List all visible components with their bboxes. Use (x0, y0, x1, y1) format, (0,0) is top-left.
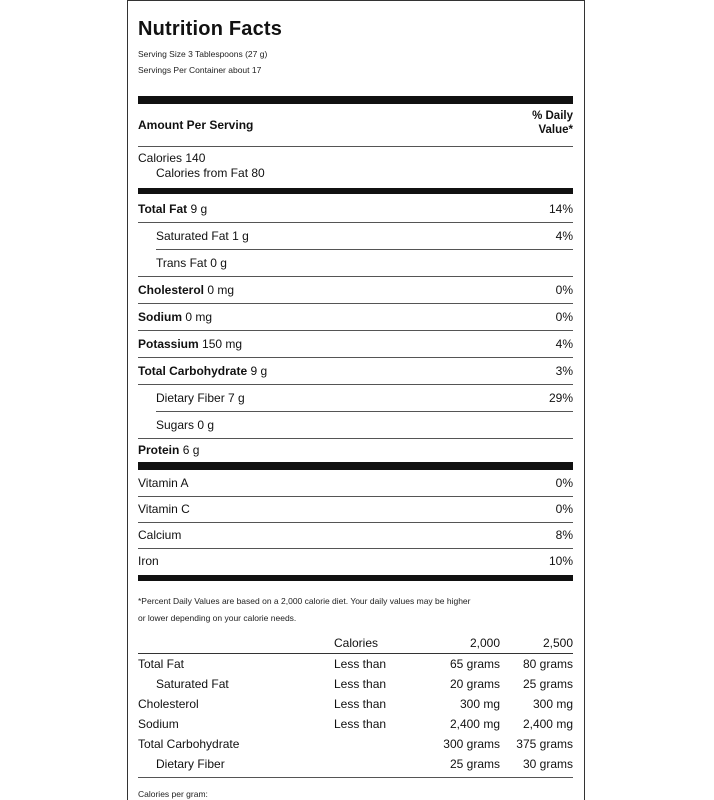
nutrient-dv: 3% (555, 364, 573, 378)
divider (138, 777, 573, 778)
nutrient-name: Potassium (138, 337, 199, 351)
table-cell: Sodium (138, 717, 179, 731)
calories-from-fat: Calories from Fat 80 (156, 166, 265, 180)
table-cell: Total Carbohydrate (138, 737, 240, 751)
calories-per-gram: Calories per gram: (138, 789, 208, 799)
vitamin-name: Vitamin A (138, 476, 189, 490)
nutrient-amount: 150 mg (202, 337, 243, 351)
table-header-cell: Calories (334, 633, 420, 654)
table-row (138, 654, 573, 675)
nutrient-name: Sugars (156, 418, 195, 432)
daily-value-header-line2: Value* (538, 124, 573, 136)
divider (138, 548, 573, 549)
nutrient-name: Total Carbohydrate (138, 364, 248, 378)
vitamin-name: Vitamin C (138, 502, 190, 516)
vitamin-dv: 0% (555, 476, 573, 490)
table-cell (334, 754, 420, 774)
nutrition-facts-label (127, 0, 585, 800)
nutrient-row-saturated-fat (138, 225, 573, 249)
table-row (138, 674, 573, 694)
label-title: Nutrition Facts (138, 18, 283, 40)
table-cell: 300 mg (459, 697, 500, 711)
divider (138, 384, 573, 385)
nutrient-row-cholesterol (138, 279, 573, 303)
table-cell: 2,400 mg (522, 717, 573, 731)
daily-values-table (138, 633, 573, 774)
daily-value-header (532, 109, 573, 137)
nutrient-row-potassium (138, 333, 573, 357)
nutrient-name: Sodium (138, 310, 182, 324)
nutrient-dv: 4% (555, 337, 573, 351)
table-row (138, 734, 573, 754)
label-inner (138, 1, 573, 800)
medium-divider (138, 188, 573, 194)
divider (138, 146, 573, 147)
vitamin-row-c (138, 498, 573, 522)
table-cell: Cholesterol (138, 697, 199, 711)
medium-divider (138, 575, 573, 581)
serving-size: Serving Size 3 Tablespoons (27 g) (138, 49, 268, 59)
vitamin-name: Calcium (138, 528, 182, 542)
nutrient-dv: 14% (548, 202, 573, 216)
divider (138, 522, 573, 523)
vitamin-row-a (138, 472, 573, 496)
nutrient-amount: 0 mg (207, 283, 235, 297)
table-cell: Saturated Fat (156, 677, 229, 691)
thick-divider (138, 96, 573, 104)
divider (156, 411, 573, 412)
table-cell: Less than (334, 677, 387, 691)
nutrient-amount: 0 g (210, 256, 227, 270)
nutrient-dv: 29% (548, 391, 573, 405)
nutrient-name: Cholesterol (138, 283, 205, 297)
vitamin-dv: 10% (548, 554, 573, 568)
table-cell: 25 grams (449, 757, 500, 771)
nutrient-name: Trans Fat (156, 256, 207, 270)
divider (138, 357, 573, 358)
table-cell: Total Fat (138, 657, 185, 671)
nutrient-amount: 0 mg (185, 310, 213, 324)
table-header-cell: 2,000 (420, 633, 500, 654)
nutrient-row-total-carbohydrate (138, 360, 573, 384)
amount-per-serving: Amount Per Serving (138, 118, 254, 132)
table-cell: 375 grams (516, 737, 573, 751)
nutrient-row-dietary-fiber (138, 387, 573, 411)
table-cell: 20 grams (449, 677, 500, 691)
table-row (138, 714, 573, 734)
vitamin-row-calcium (138, 524, 573, 548)
table-cell: Less than (334, 697, 387, 711)
nutrient-dv: 4% (555, 229, 573, 243)
divider (138, 303, 573, 304)
vitamin-dv: 8% (555, 528, 573, 542)
thick-divider (138, 462, 573, 470)
footnote (138, 593, 573, 627)
footnote-line2: or lower depending on your calorie needs. (138, 613, 297, 623)
nutrient-row-protein (138, 439, 573, 463)
nutrient-name: Protein (138, 443, 180, 457)
table-cell: Dietary Fiber (156, 757, 225, 771)
nutrient-dv: 0% (555, 283, 573, 297)
table-cell: 300 grams (443, 737, 500, 751)
nutrient-row-total-fat (138, 198, 573, 222)
calories: Calories 140 (138, 151, 206, 165)
nutrient-amount: 9 g (190, 202, 208, 216)
divider (138, 276, 573, 277)
nutrient-dv: 0% (555, 310, 573, 324)
divider (138, 222, 573, 223)
nutrient-amount: 7 g (228, 391, 245, 405)
nutrient-amount: 6 g (182, 443, 200, 457)
nutrient-row-sodium (138, 306, 573, 330)
vitamin-name: Iron (138, 554, 159, 568)
table-header-cell (138, 633, 334, 654)
table-cell (334, 734, 420, 754)
nutrient-name: Saturated Fat (156, 229, 229, 243)
nutrient-name: Dietary Fiber (156, 391, 225, 405)
daily-value-header-line1: % Daily (532, 110, 573, 122)
divider (156, 249, 573, 250)
servings-per-container: Servings Per Container about 17 (138, 65, 262, 75)
table-row (138, 694, 573, 714)
table-cell: 30 grams (522, 757, 573, 771)
nutrient-row-sugars (138, 414, 573, 438)
table-cell: Less than (334, 657, 387, 671)
vitamin-row-iron (138, 550, 573, 574)
table-header-cell: 2,500 (500, 633, 573, 654)
calories-block (138, 151, 265, 181)
nutrient-name: Total Fat (138, 202, 188, 216)
table-cell: 80 grams (522, 657, 573, 671)
nutrient-amount: 1 g (232, 229, 249, 243)
nutrient-amount: 0 g (197, 418, 215, 432)
vitamin-dv: 0% (555, 502, 573, 516)
divider (138, 330, 573, 331)
table-row (138, 754, 573, 774)
nutrient-amount: 9 g (250, 364, 268, 378)
table-header-row (138, 633, 573, 654)
table-cell: 300 mg (532, 697, 573, 711)
divider (138, 496, 573, 497)
table-cell: 65 grams (449, 657, 500, 671)
nutrient-row-trans-fat (138, 252, 573, 276)
table-cell: 2,400 mg (449, 717, 500, 731)
table-cell: Less than (334, 717, 387, 731)
table-cell: 25 grams (522, 677, 573, 691)
footnote-line1: *Percent Daily Values are based on a 2,000 calorie diet. Your daily values may be higher (138, 596, 471, 606)
